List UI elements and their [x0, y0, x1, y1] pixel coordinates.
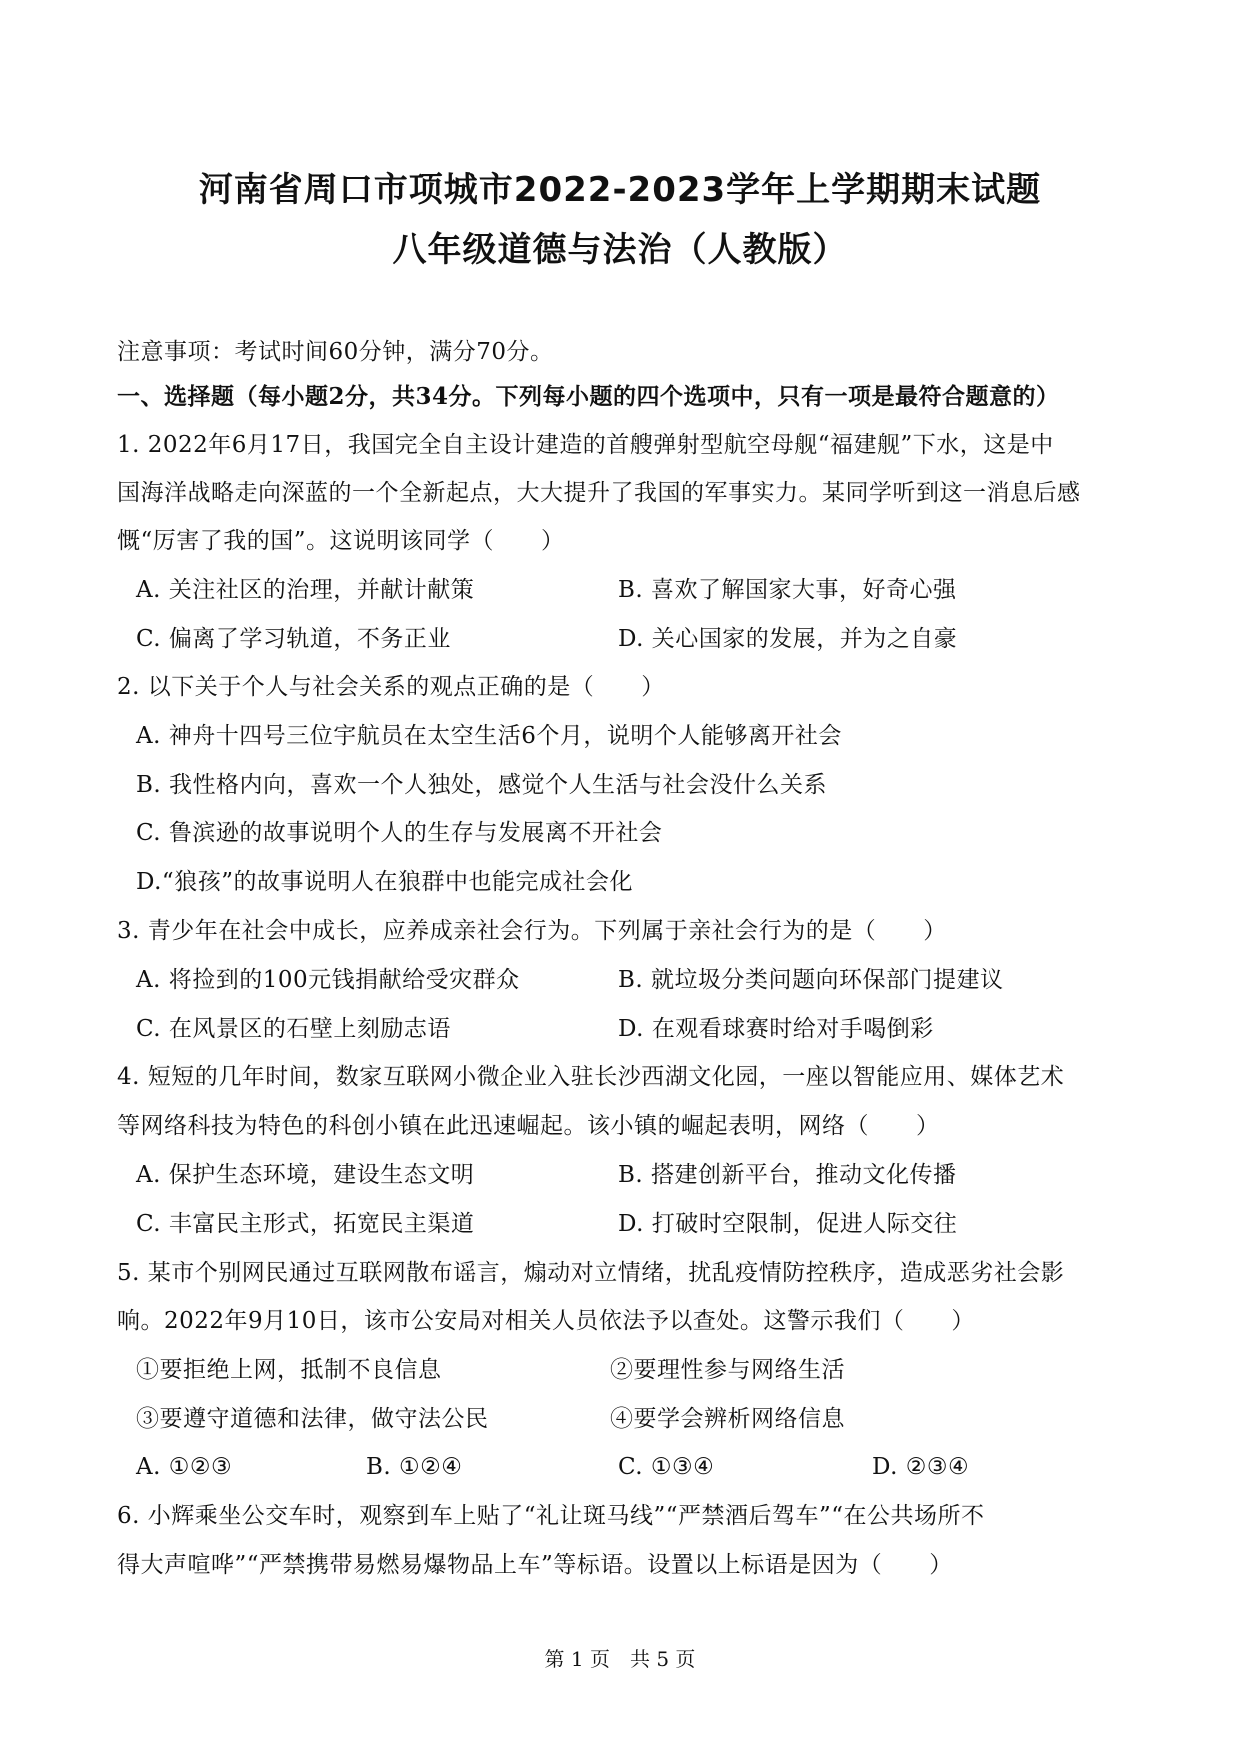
question-4-option-d: D. 打破时空限制，促进人际交往	[618, 1211, 958, 1237]
question-6-stem-line-2: 得大声喧哗”“严禁携带易燃易爆物品上车”等标语。设置以上标语是因为（ ）	[117, 1552, 953, 1578]
question-1-option-b: B. 喜欢了解国家大事，好奇心强	[618, 577, 957, 603]
question-3-stem: 3. 青少年在社会中成长，应养成亲社会行为。下列属于亲社会行为的是（ ）	[117, 918, 947, 944]
question-4-option-b: B. 搭建创新平台，推动文化传播	[618, 1162, 957, 1188]
question-4-option-a: A. 保护生态环境，建设生态文明	[136, 1162, 475, 1188]
question-1-stem-line-1: 1. 2022年6月17日，我国完全自主设计建造的首艘弹射型航空母舰“福建舰”下水，这是中	[117, 432, 1054, 458]
question-5-option-c: C. ①③④	[618, 1454, 715, 1480]
question-1-option-a: A. 关注社区的治理，并献计献策	[136, 577, 475, 603]
question-5-stem-line-2: 响。2022年9月10日，该市公安局对相关人员依法予以查处。这警示我们（ ）	[117, 1308, 975, 1334]
section-heading: 一、选择题（每小题2分，共34分。下列每小题的四个选项中，只有一项是最符合题意的）	[117, 383, 1060, 410]
question-2-option-a: A. 神舟十四号三位宇航员在太空生活6个月，说明个人能够离开社会	[136, 723, 842, 749]
page-footer: 第 1 页 共 5 页	[544, 1647, 696, 1671]
question-1-stem-line-3: 慨“厉害了我的国”。这说明该同学（ ）	[117, 528, 565, 554]
question-2-stem: 2. 以下关于个人与社会关系的观点正确的是（ ）	[117, 674, 665, 700]
question-3-option-d: D. 在观看球赛时给对手喝倒彩	[618, 1016, 934, 1042]
question-1-option-c: C. 偏离了学习轨道，不务正业	[136, 626, 451, 652]
question-5-statement-4: ④要学会辨析网络信息	[610, 1406, 845, 1432]
question-4-option-c: C. 丰富民主形式，拓宽民主渠道	[136, 1211, 475, 1237]
question-3-option-a: A. 将捡到的100元钱捐献给受灾群众	[136, 967, 520, 993]
question-5-statement-2: ②要理性参与网络生活	[610, 1357, 845, 1383]
question-5-option-a: A. ①②③	[136, 1454, 233, 1480]
question-5-option-d: D. ②③④	[872, 1454, 970, 1480]
page-title: 河南省周口市项城市2022-2023学年上学期期末试题	[198, 170, 1042, 210]
question-5-statement-1: ①要拒绝上网，抵制不良信息	[136, 1357, 442, 1383]
page-subtitle: 八年级道德与法治（人教版）	[392, 230, 848, 270]
question-1-option-d: D. 关心国家的发展，并为之自豪	[618, 626, 958, 652]
question-4-stem-line-1: 4. 短短的几年时间，数家互联网小微企业入驻长沙西湖文化园，一座以智能应用、媒体艺术	[117, 1064, 1065, 1090]
question-2-option-c: C. 鲁滨逊的故事说明个人的生存与发展离不开社会	[136, 820, 663, 846]
question-5-statement-3: ③要遵守道德和法律，做守法公民	[136, 1406, 489, 1432]
question-2-option-d: D.“狼孩”的故事说明人在狼群中也能完成社会化	[136, 869, 633, 895]
question-1-stem-line-2: 国海洋战略走向深蓝的一个全新起点，大大提升了我国的军事实力。某同学听到这一消息后感	[117, 480, 1081, 506]
question-3-option-b: B. 就垃圾分类问题向环保部门提建议	[618, 967, 1004, 993]
question-5-stem-line-1: 5. 某市个别网民通过互联网散布谣言，煽动对立情绪，扰乱疫情防控秩序，造成恶劣社会影	[117, 1260, 1065, 1286]
question-4-stem-line-2: 等网络科技为特色的科创小镇在此迅速崛起。该小镇的崛起表明，网络（ ）	[117, 1113, 940, 1139]
question-6-stem-line-1: 6. 小辉乘坐公交车时，观察到车上贴了“礼让斑马线”“严禁酒后驾车”“在公共场所不	[117, 1503, 985, 1529]
question-2-option-b: B. 我性格内向，喜欢一个人独处，感觉个人生活与社会没什么关系	[136, 772, 828, 798]
notice: 注意事项：考试时间60分钟，满分70分。	[117, 339, 554, 365]
question-5-option-b: B. ①②④	[366, 1454, 463, 1480]
question-3-option-c: C. 在风景区的石壁上刻励志语	[136, 1016, 451, 1042]
